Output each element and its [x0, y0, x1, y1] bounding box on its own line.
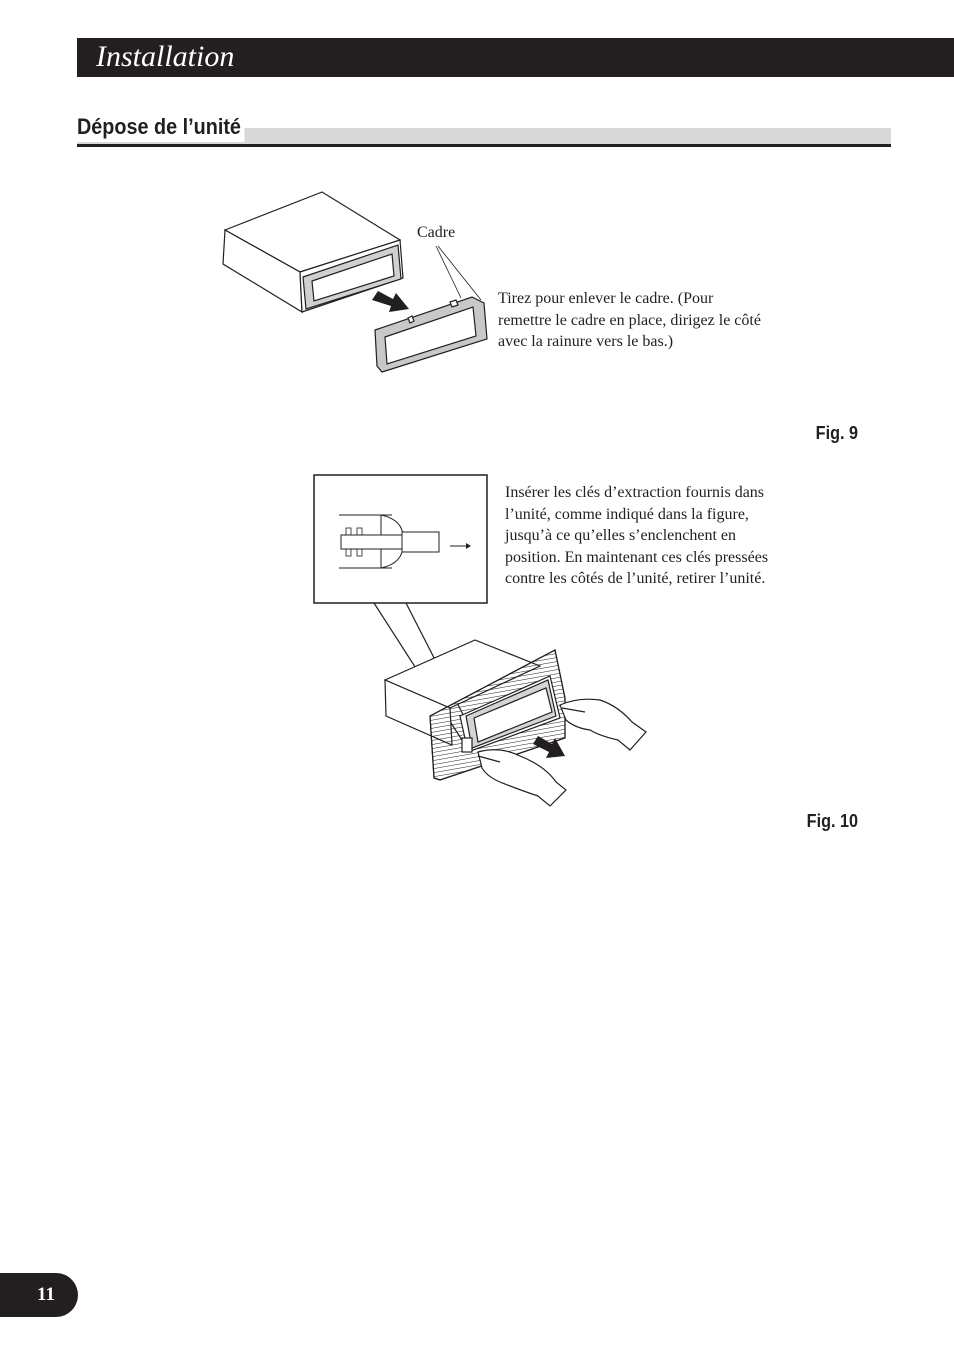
fig9-callout-leaders — [436, 246, 481, 300]
header-title: Installation — [96, 40, 235, 73]
fig10-instruction-line: Insérer les clés d’extraction fournis dans — [505, 484, 765, 501]
fig10-instruction-line: position. En maintenant ces clés pressées — [505, 548, 769, 566]
fig10-caption: Fig. 10 — [806, 811, 858, 831]
fig9-instruction-line: Tirez pour enlever le cadre. (Pour — [498, 290, 714, 307]
fig10-hand-right — [560, 699, 646, 750]
fig9-caption: Fig. 9 — [815, 423, 858, 443]
fig10-unit-illustration — [385, 640, 565, 780]
fig9-instruction — [498, 288, 818, 353]
fig10-instruction-line: l’unité, comme indiqué dans la figure, — [505, 505, 749, 523]
fig10-instruction-line: jusqu’à ce qu’elles s’enclenchent en — [505, 527, 737, 544]
fig10-instruction — [505, 482, 825, 590]
fig10-detail-inset — [314, 475, 487, 603]
page-number-tab — [0, 1273, 78, 1317]
page-number: 11 — [37, 1284, 55, 1305]
fig9-instruction-line: avec la rainure vers le bas.) — [498, 333, 674, 350]
fig9-instruction-line: remettre le cadre en place, dirigez le côté — [498, 311, 761, 329]
fig10-instruction-line: contre les côtés de l’unité, retirer l’unité. — [505, 570, 766, 587]
section-title: Dépose de l’unité — [77, 112, 245, 142]
fig9-callout-label: Cadre — [417, 224, 456, 241]
fig9-arrow — [372, 291, 409, 312]
fig10-hand-left — [478, 750, 566, 806]
